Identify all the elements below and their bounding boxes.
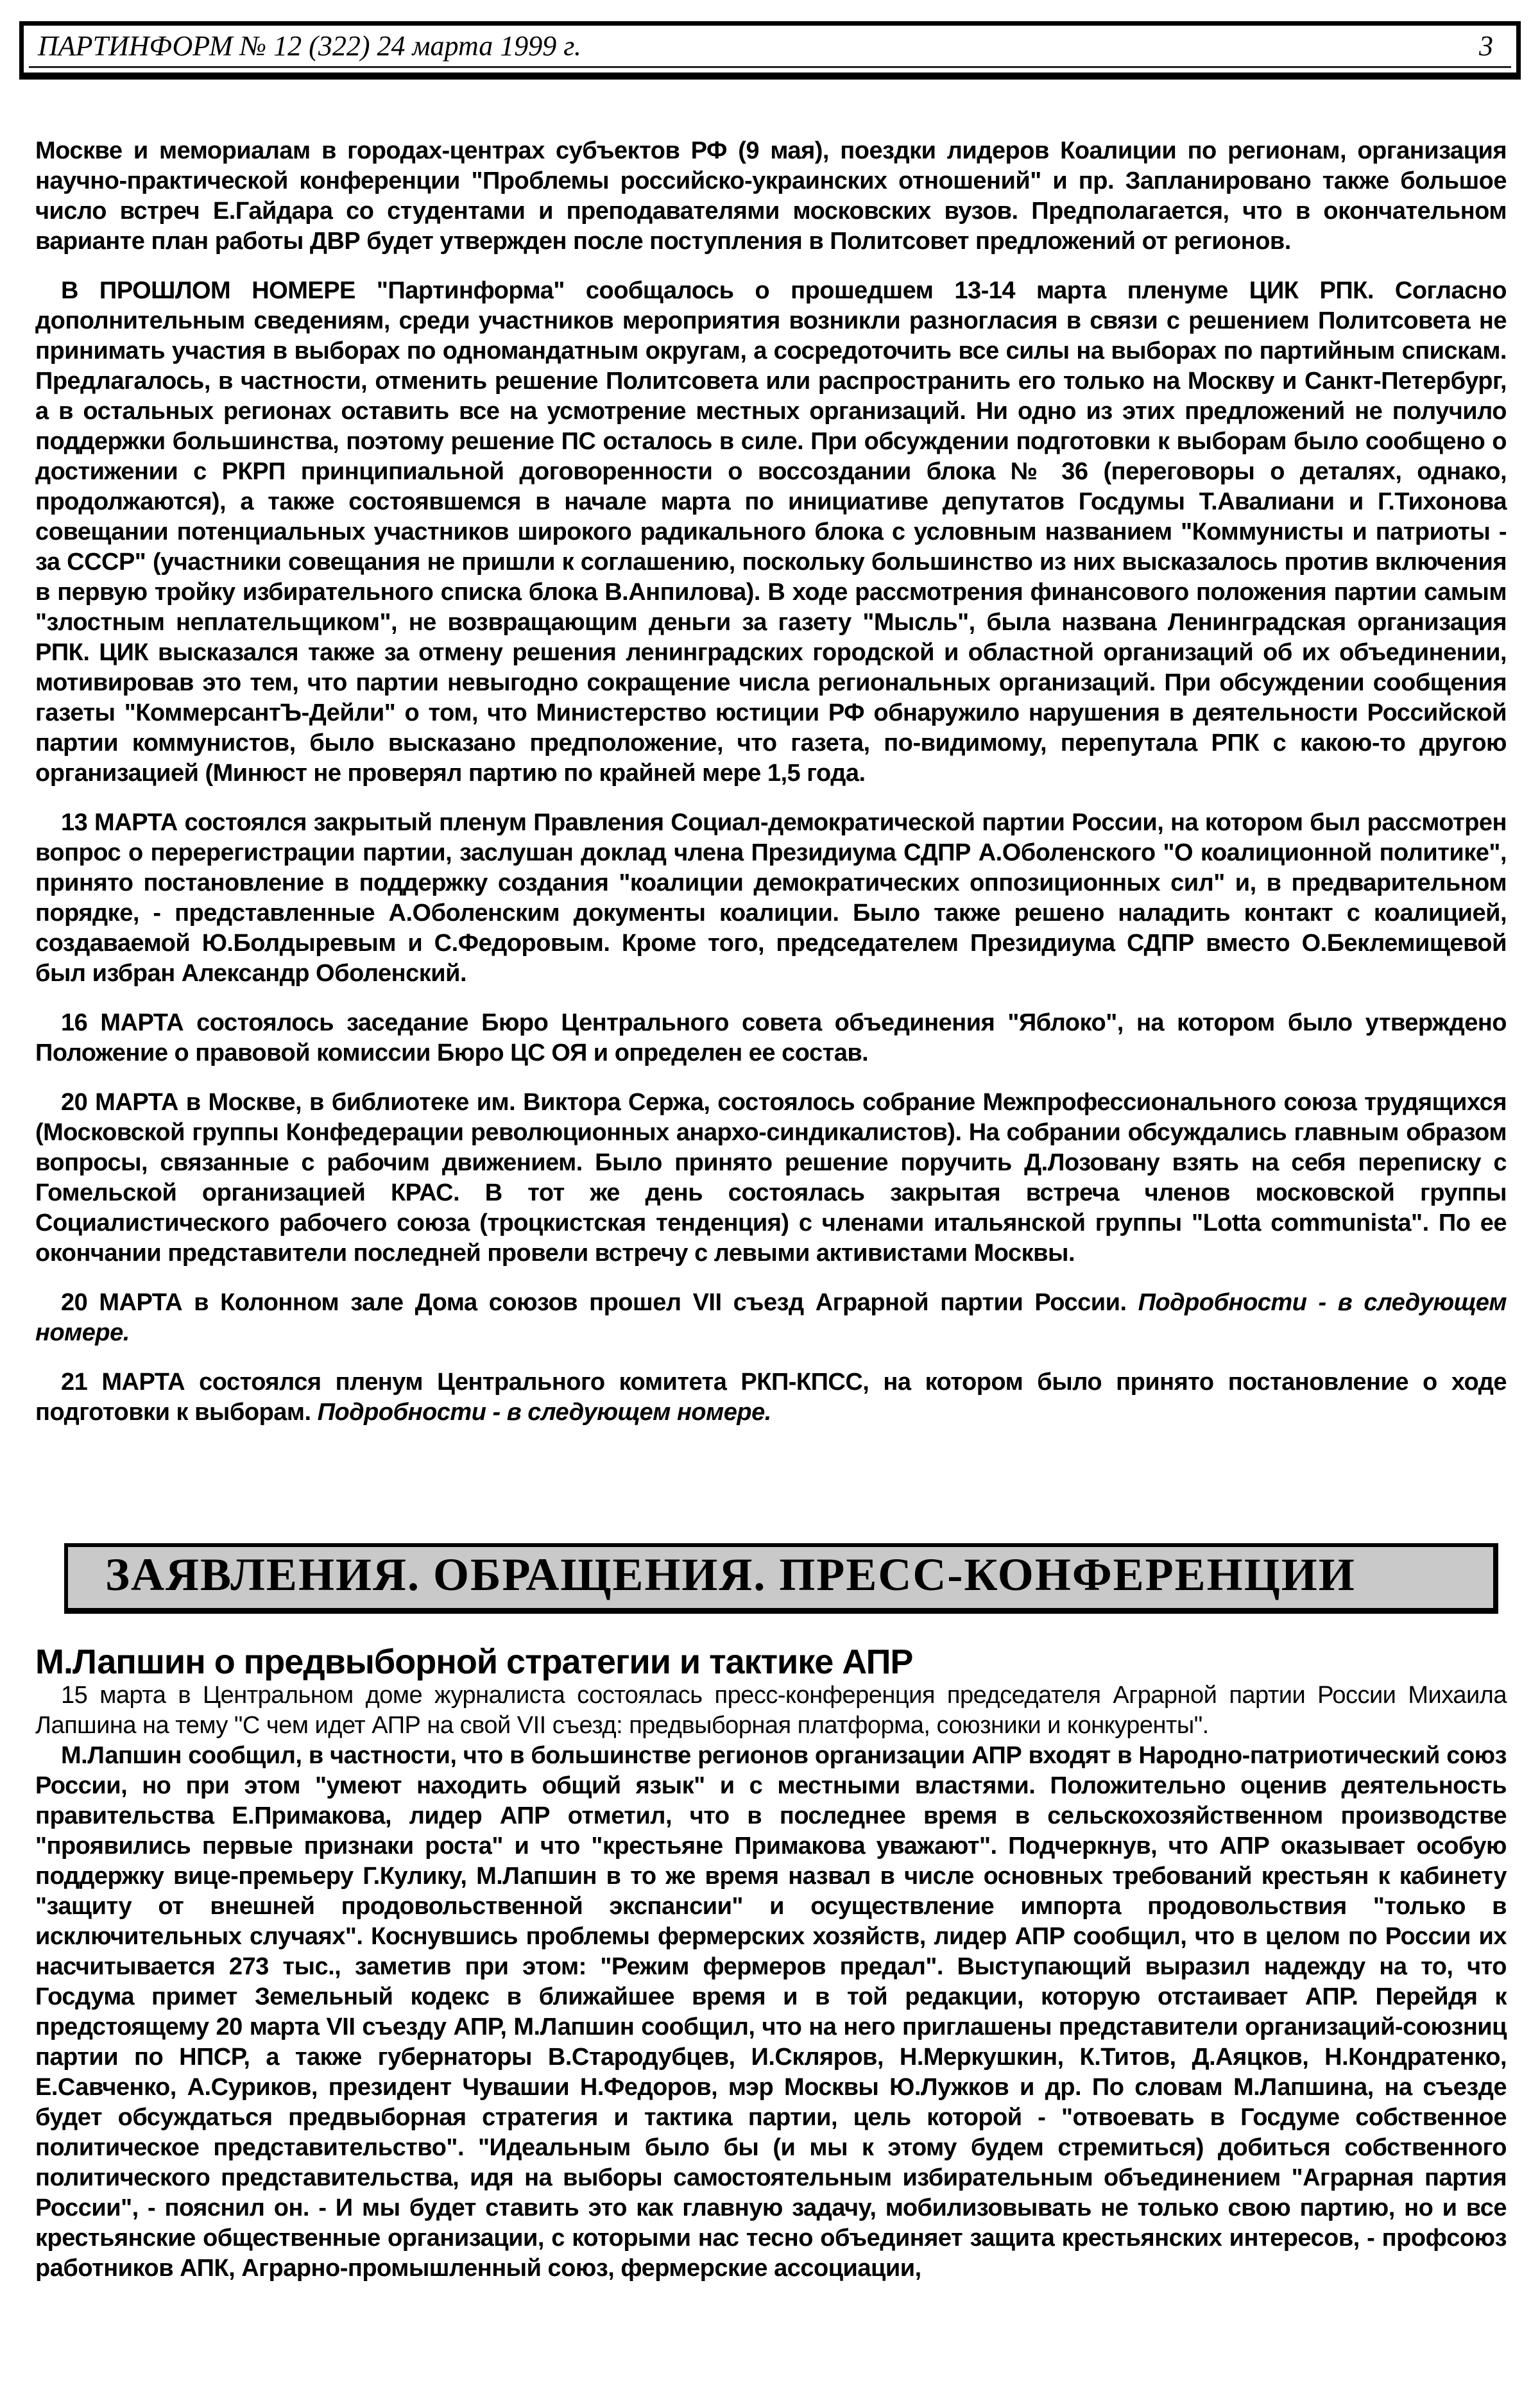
continuation-paragraph: Москве и мемориалам в городах-центрах субъектов РФ (9 мая), поездки лидеров Коалиции по регионам, организация научно-практической конференции "Проблемы российско-украинских отношений" и пр. Запланировано также большое число встреч Е.Гайдара со студентами и преподавателями московских вузов. Предполагается, что в окончательном варианте план работы ДВР будет утвержден после поступления в Политсовет предложений от регионов. (35, 137, 1507, 255)
article-lead: 15 марта в Центральном доме журналиста состоялась пресс-конференция председателя Аграрной партии России Михаила Лапшина на тему "С чем идет АПР на свой VII съезд: предвыборная платформа, союзники и конкуренты". (35, 1682, 1507, 1739)
news-item-note: Подробности - в следующем номере. (317, 1399, 771, 1426)
page-header-rule (29, 29, 1511, 68)
news-item (35, 1367, 1507, 1428)
news-item-text: 21 МАРТА состоялся пленум Центрального комитета РКП-КПСС, на котором было принято постановление о ходе подготовки к выборам. (35, 1369, 1507, 1426)
news-item: 20 МАРТА в Москве, в библиотеке им. Виктора Сержа, состоялось собрание Межпрофессионального союза трудящихся (Московской группы Конфедерации революционных анархо-синдикалистов). На собрании обсуждались главным образом вопросы, связанные с рабочим движением. Было принято решение поручить Д.Лозовану взять на себя переписку с Гомельской организацией КРАС. В тот же день состоялась закрытая встреча членов московской группы Социалистического рабочего союза (троцкистская тенденция) с членами итальянской группы "Lotta communista". По ее окончании представители последней провели встречу с левыми активистами Москвы. (35, 1089, 1507, 1267)
newsletter-page (0, 21, 1540, 2403)
page-header (19, 21, 1521, 80)
article-title: М.Лапшин о предвыборной стратегии и тактике АПР (35, 1643, 913, 1681)
news-item: 13 МАРТА состоялся закрытый пленум Правления Социал-демократической партии России, на котором был рассмотрен вопрос о перерегистрации партии, заслушан доклад члена Президиума СДПР А.Оболенского "О коалиционной политике", принято постановление в поддержку создания "коалиции демократических оппозиционных сил" и, в предварительном порядке, - представленные А.Оболенским документы коалиции. Было также решено наладить контакт с коалицией, создаваемой Ю.Болдыревым и С.Федоровым. Кроме того, председателем Президиума СДПР вместо О.Беклемищевой был избран Александр Оболенский. (35, 809, 1507, 987)
section-banner: ЗАЯВЛЕНИЯ. ОБРАЩЕНИЯ. ПРЕСС-КОНФЕРЕНЦИИ (64, 1543, 1498, 1614)
news-item-note: Подробности - в следующем номере. (35, 1289, 1507, 1346)
news-item: 16 МАРТА состоялось заседание Бюро Центрального совета объединения "Яблоко", на котором было утверждено Положение о правовой комиссии Бюро ЦС ОЯ и определен ее состав. (35, 1009, 1507, 1066)
newsletter-title: ПАРТИНФОРМ № 12 (322) 24 марта 1999 г. (38, 30, 581, 62)
page-body (0, 136, 1540, 2284)
news-item: В ПРОШЛОМ НОМЕРЕ "Партинформа" сообщалось о прошедшем 13-14 марта пленуме ЦИК РПК. Согласно дополнительным сведениям, среди участников мероприятия возникли разногласия в связи с решением Политсовета не принимать участия в выборах по одномандатным округам, а сосредоточить все силы на выборах по партийным спискам. Предлагалось, в частности, отменить решение Политсовета или распространить его только на Москву и Санкт-Петербург, а в остальных регионах оставить все на усмотрение местных организаций. Ни одно из этих предложений не получило поддержки большинства, поэтому решение ПС осталось в силе. При обсуждении подготовки к выборам было сообщено о достижении с РКРП принципиальной договоренности о воссоздании блока № 36 (переговоры о деталях, однако, продолжаются), а также состоявшемся в начале марта по инициативе депутатов Госдумы Т.Авалиани и Г.Тихонова совещании потенциальных участников широкого радикального блока с условным названием "Коммунисты и патриоты - за СССР" (участники совещания не пришли к соглашению, поскольку большинство из них высказалось против включения в первую тройку избирательного списка блока В.Анпилова). В ходе рассмотрения финансового положения партии самым "злостным неплательщиком", не возвращающим деньги за газету "Мысль", была названа Ленинградская организация РПК. ЦИК высказался также за отмену решения ленинградских городской и областной организаций об их объединении, мотивировав это тем, что партии невыгодно сокращение числа региональных организаций. При обсуждении сообщения газеты "КоммерсантЪ-Дейли" о том, что Министерство юстиции РФ обнаружило нарушения в деятельности Российской партии коммунистов, было высказано предположение, что газета, по-видимому, перепутала РПК с какою-то другою организацией (Минюст не проверял партию по крайней мере 1,5 года. (35, 277, 1507, 787)
article-body: М.Лапшин сообщил, в частности, что в большинстве регионов организации АПР входят в Народно-патриотический союз России, но при этом "умеют находить общий язык" и с местными властями. Положительно оценив деятельность правительства Е.Примакова, лидер АПР отметил, что в последнее время в сельскохозяйственном производстве "проявились первые признаки роста" и что "крестьяне Примакова уважают". Подчеркнув, что АПР оказывает особую поддержку вице-премьеру Г.Кулику, М.Лапшин в то же время назвал в числе основных требований крестьян к кабинету "защиту от внешней продовольственной экспансии" и осуществление импорта продовольствия "только в исключительных случаях". Коснувшись проблемы фермерских хозяйств, лидер АПР сообщил, что в целом по России их насчитывается 273 тыс., заметив при этом: "Режим фермеров предал". Выступающий выразил надежду на то, что Госдума примет Земельный кодекс в ближайшее время и в той редакции, которую отстаивает АПР. Перейдя к предстоящему 20 марта VII съезду АПР, М.Лапшин сообщил, что на него приглашены представители организаций-союзниц партии по НПСР, а также губернаторы В.Стародубцев, И.Скляров, Н.Меркушкин, К.Титов, Д.Аяцков, Н.Кондратенко, Е.Савченко, А.Суриков, президент Чувашии Н.Федоров, мэр Москвы Ю.Лужков и др. По словам М.Лапшина, на съезде будет обсуждаться предвыборная стратегия и тактика партии, цель которой - "отвоевать в Госдуме собственное политическое представительство". "Идеальным было бы (и мы к этому будем стремиться) добиться собственного политического представительства, идя на выборы самостоятельным избирательным объединением "Аграрная партия России", - пояснил он. - И мы будет ставить это как главную задачу, мобилизовывать не только свою партию, но и все крестьянские общественные организации, с которыми нас тесно объединяет защита крестьянских интересов, - профсоюз работников АПК, Аграрно-промышленный союз, фермерские ассоциации, (35, 1742, 1507, 2282)
news-item (35, 1288, 1507, 1348)
page-number: 3 (1479, 30, 1493, 62)
news-item-text: 20 МАРТА в Колонном зале Дома союзов прошел VII съезд Аграрной партии России. (61, 1289, 1138, 1316)
